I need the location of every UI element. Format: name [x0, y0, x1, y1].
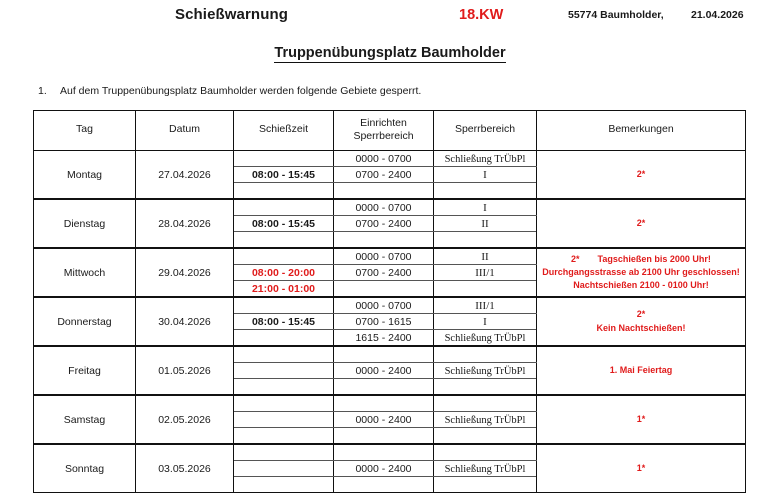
table-row	[34, 395, 746, 412]
cell-schiesszeit	[234, 248, 334, 265]
bemerkung-text	[539, 413, 743, 426]
sperrbereich-value: III/1	[475, 299, 495, 312]
cell-bemerkungen	[537, 346, 746, 395]
cell-tag: Dienstag	[34, 199, 136, 248]
col-header-bemerkungen: Bemerkungen	[537, 111, 746, 151]
cell-sperrbereich	[434, 216, 537, 232]
schiesszeit-value: 08:00 - 20:00	[251, 266, 316, 279]
cell-schiesszeit	[234, 216, 334, 232]
bemerkung-line: 2*	[636, 217, 646, 228]
cell-sperrbereich	[434, 297, 537, 314]
cell-einrichten-sperrbereich: 0000 - 2400	[334, 461, 434, 477]
cell-bemerkungen	[537, 248, 746, 297]
cell-sperrbereich	[434, 183, 537, 200]
cell-sperrbereich	[434, 346, 537, 363]
intro-text: Auf dem Truppenübungsplatz Baumholder werden folgende Gebiete gesperrt.	[60, 85, 422, 97]
cell-schiesszeit	[234, 395, 334, 412]
cell-einrichten-sperrbereich	[334, 395, 434, 412]
bemerkung-line: 1*	[636, 462, 646, 473]
bemerkung-line: 1. Mai Feiertag	[609, 364, 673, 375]
cell-bemerkungen	[537, 151, 746, 200]
cell-einrichten-sperrbereich	[334, 281, 434, 298]
sperrbereich-value: Schließung TrÜbPl	[444, 463, 526, 475]
cell-schiesszeit	[234, 232, 334, 249]
bemerkung-text	[539, 168, 743, 181]
cell-schiesszeit	[234, 151, 334, 167]
cell-einrichten-sperrbereich	[334, 428, 434, 445]
intro-paragraph	[38, 85, 421, 97]
col-header-einrichten-sperrbereich	[334, 111, 434, 151]
cell-tag: Freitag	[34, 346, 136, 395]
cell-einrichten-sperrbereich	[334, 444, 434, 461]
cell-einrichten-sperrbereich: 0000 - 2400	[334, 412, 434, 428]
document-subtitle	[0, 45, 780, 61]
sperrbereich-value: Schließung TrÜbPl	[444, 365, 526, 377]
cell-sperrbereich	[434, 281, 537, 298]
cell-sperrbereich	[434, 232, 537, 249]
table-row	[34, 199, 746, 216]
cell-schiesszeit	[234, 428, 334, 445]
table-row	[34, 444, 746, 461]
cell-sperrbereich	[434, 199, 537, 216]
page-title: Schießwarnung	[175, 6, 288, 23]
cell-einrichten-sperrbereich	[334, 379, 434, 396]
cell-einrichten-sperrbereich: 0700 - 2400	[334, 167, 434, 183]
bemerkung-line: 2* Tagschießen bis 2000 Uhr!	[571, 253, 711, 264]
cell-schiesszeit	[234, 314, 334, 330]
header-date: 21.04.2026	[691, 9, 744, 21]
cell-datum: 01.05.2026	[136, 346, 234, 395]
cell-schiesszeit	[234, 281, 334, 298]
bemerkung-text	[539, 308, 743, 334]
bemerkung-line: 2*	[636, 168, 646, 179]
schiesszeit-value: 08:00 - 15:45	[251, 315, 316, 328]
cell-schiesszeit	[234, 330, 334, 347]
cell-sperrbereich	[434, 379, 537, 396]
schiesszeit-value: 08:00 - 15:45	[251, 217, 316, 230]
cell-einrichten-sperrbereich: 0000 - 2400	[334, 363, 434, 379]
cell-sperrbereich	[434, 248, 537, 265]
cell-einrichten-sperrbereich: 1615 - 2400	[334, 330, 434, 347]
cell-einrichten-sperrbereich: 0000 - 0700	[334, 151, 434, 167]
cell-tag: Donnerstag	[34, 297, 136, 346]
cell-einrichten-sperrbereich: 0700 - 1615	[334, 314, 434, 330]
cell-einrichten-sperrbereich	[334, 183, 434, 200]
cell-sperrbereich	[434, 477, 537, 493]
table-body	[34, 151, 746, 493]
col-header-datum: Datum	[136, 111, 234, 151]
table-row	[34, 248, 746, 265]
cell-sperrbereich	[434, 330, 537, 347]
cell-datum: 29.04.2026	[136, 248, 234, 297]
col-header-tag: Tag	[34, 111, 136, 151]
header-place: 55774 Baumholder,	[568, 9, 664, 21]
bemerkung-line: 1*	[636, 413, 646, 424]
sperrbereich-value: I	[483, 201, 487, 214]
cell-schiesszeit	[234, 265, 334, 281]
intro-number: 1.	[38, 85, 47, 97]
cell-sperrbereich	[434, 412, 537, 428]
cell-tag: Sonntag	[34, 444, 136, 493]
cell-sperrbereich	[434, 363, 537, 379]
subtitle-text: Truppenübungsplatz Baumholder	[274, 45, 506, 61]
col-header-schiesszeit: Schießzeit	[234, 111, 334, 151]
cell-einrichten-sperrbereich	[334, 477, 434, 493]
table-row	[34, 297, 746, 314]
cell-einrichten-sperrbereich: 0000 - 0700	[334, 199, 434, 216]
bemerkung-line: Durchgangsstrasse ab 2100 Uhr geschlossen!	[542, 266, 740, 277]
cell-einrichten-sperrbereich: 0700 - 2400	[334, 216, 434, 232]
cell-datum: 28.04.2026	[136, 199, 234, 248]
col-header-sperrbereich: Sperrbereich	[434, 111, 537, 151]
sperrbereich-value: Schließung TrÜbPl	[444, 414, 526, 426]
table-row	[34, 346, 746, 363]
cell-schiesszeit	[234, 461, 334, 477]
sperrbereich-value: Schließung TrÜbPl	[444, 153, 526, 165]
cell-schiesszeit	[234, 199, 334, 216]
cell-einrichten-sperrbereich	[334, 232, 434, 249]
cell-bemerkungen	[537, 199, 746, 248]
cell-sperrbereich	[434, 151, 537, 167]
cell-bemerkungen	[537, 297, 746, 346]
cell-datum: 03.05.2026	[136, 444, 234, 493]
schiesszeit-value: 21:00 - 01:00	[251, 282, 316, 295]
schedule-table-wrapper	[33, 110, 745, 493]
cell-schiesszeit	[234, 379, 334, 396]
table-head	[34, 111, 746, 151]
cell-schiesszeit	[234, 444, 334, 461]
cell-sperrbereich	[434, 395, 537, 412]
cell-schiesszeit	[234, 346, 334, 363]
schedule-table	[33, 110, 746, 493]
cell-datum: 27.04.2026	[136, 151, 234, 200]
sperrbereich-value: I	[483, 168, 487, 181]
bemerkung-text	[539, 364, 743, 377]
cell-bemerkungen	[537, 395, 746, 444]
cell-schiesszeit	[234, 363, 334, 379]
bemerkung-line: Nachtschießen 2100 - 0100 Uhr!	[573, 280, 709, 291]
sperrbereich-value: II	[481, 217, 489, 230]
cell-bemerkungen	[537, 444, 746, 493]
cell-schiesszeit	[234, 167, 334, 183]
cell-sperrbereich	[434, 444, 537, 461]
schiesszeit-value: 08:00 - 15:45	[251, 168, 316, 181]
cell-einrichten-sperrbereich: 0000 - 0700	[334, 297, 434, 314]
cell-datum: 30.04.2026	[136, 297, 234, 346]
table-row	[34, 151, 746, 167]
cell-sperrbereich	[434, 167, 537, 183]
cell-tag: Mittwoch	[34, 248, 136, 297]
cell-einrichten-sperrbereich: 0700 - 2400	[334, 265, 434, 281]
bemerkung-text	[539, 462, 743, 475]
sperrbereich-value: I	[483, 315, 487, 328]
cell-schiesszeit	[234, 183, 334, 200]
cell-datum: 02.05.2026	[136, 395, 234, 444]
cell-tag: Samstag	[34, 395, 136, 444]
cell-tag: Montag	[34, 151, 136, 200]
col-header-einrichten-line1: Einrichten	[360, 116, 407, 129]
cell-schiesszeit	[234, 477, 334, 493]
cell-einrichten-sperrbereich: 0000 - 0700	[334, 248, 434, 265]
sperrbereich-value: Schließung TrÜbPl	[444, 332, 526, 344]
cell-schiesszeit	[234, 297, 334, 314]
cell-schiesszeit	[234, 412, 334, 428]
sperrbereich-value: II	[481, 250, 489, 263]
bemerkung-line: 2*	[636, 309, 646, 320]
calendar-week-badge: 18.KW	[459, 7, 504, 23]
document-header	[0, 0, 780, 34]
bemerkung-text	[539, 253, 743, 292]
col-header-einrichten-line2: Sperrbereich	[353, 130, 414, 142]
table-header-row	[34, 111, 746, 151]
cell-einrichten-sperrbereich	[334, 346, 434, 363]
cell-sperrbereich	[434, 428, 537, 445]
cell-sperrbereich	[434, 314, 537, 330]
cell-sperrbereich	[434, 461, 537, 477]
cell-sperrbereich	[434, 265, 537, 281]
bemerkung-text	[539, 217, 743, 230]
sperrbereich-value: III/1	[475, 266, 495, 279]
bemerkung-line: Kein Nachtschießen!	[596, 322, 686, 333]
